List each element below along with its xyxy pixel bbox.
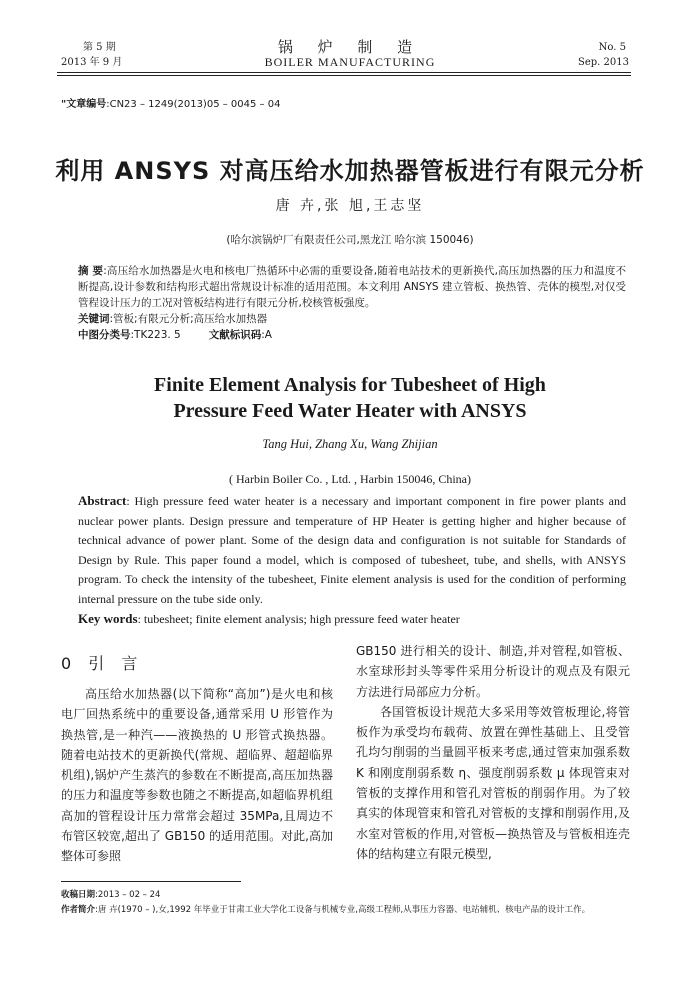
keywords-cn-label: 关键词 xyxy=(78,313,110,325)
paragraph: GB150 进行相关的设计、制造,并对管程,如管板、水室球形封头等零件采用分析设计的观点及有限元方法进行局部应力分析。 xyxy=(356,644,630,699)
header-journal-en: BOILER MANUFACTURING xyxy=(264,55,436,69)
header-rule xyxy=(57,72,631,73)
abstract-en xyxy=(78,491,626,630)
header-date: 2013 年 9 月 xyxy=(61,57,123,68)
header-issue-en: No. 5 xyxy=(598,42,626,53)
section-heading: 0 引 言 xyxy=(61,654,144,673)
clc-label: 中图分类号 xyxy=(78,329,131,341)
paragraph: 高压给水加热器(以下简称“高加”)是火电和核电厂回热系统中的重要设备,通常采用 U 形管作为换热管,是一种汽——液换热的 U 形管式换热器。随着电站技术的更新换代(常规、超临界、超超临界机组),锅炉产生蒸汽的参数在不断提高,高压加热器的压力和温度等参数也随之不断提高,如超临界机组高加的管程设计压力常常会超过 35MPa,且周边不布管区较宽,超出了 GB150 的适用范围。对此,高加整体可参照 xyxy=(61,687,333,864)
doc-code: :A xyxy=(261,329,272,341)
article-number-label: 文章编号 xyxy=(66,99,107,110)
keywords-cn: :管板;有限元分析;高压给水加热器 xyxy=(109,313,268,325)
author-bio-label: 作者简介 xyxy=(61,905,96,915)
title-en: Finite Element Analysis for Tubesheet of High Pressure Feed Water Heater with ANSYS xyxy=(154,374,546,422)
clc-number: :TK223. 5 xyxy=(130,329,181,341)
abstract-cn xyxy=(78,263,626,343)
received-date: :2013 – 02 – 24 xyxy=(95,890,161,900)
footnote xyxy=(61,888,631,918)
header-rule-thin xyxy=(57,75,631,76)
title-cn: 利用 ANSYS 对高压给水加热器管板进行有限元分析 xyxy=(55,157,645,185)
keywords-en-label: Key words xyxy=(78,611,138,626)
affiliation-cn: (哈尔滨锅炉厂有限责任公司,黑龙江 哈尔滨 150046) xyxy=(226,234,474,246)
abstract-cn-label: 摘 要 xyxy=(78,265,104,277)
paragraph: 各国管板设计规范大多采用等效管板理论,将管板作为承受均布载荷、放置在弹性基础上、且受管孔均匀削弱的当量圆平板来考虑,通过管束加强系数 K 和刚度削弱系数 η、强度削弱系数 μ 体现管束对管板的支撑作用和管孔对管板的削弱作用。为了较真实的体现管束和管孔对管板的支撑和削弱作用,及水室对管板的作用,对管板—换热管及与管板相连壳体的结构建立有限元模型, xyxy=(356,704,630,861)
abstract-cn-text: :高压给水加热器是火电和核电厂热循环中必需的重要设备,随着电站技术的更新换代,高压加热器的压力和温度不断提高,设计参数和结构形式超出常规设计标准的适用范围。本文利用 ANSYS 建立管板、换热管、壳体的模型,对仅受管程设计压力的工况对管板结构进行有限元分析,校核管板强度。 xyxy=(78,265,627,309)
authors-cn: 唐 卉,张 旭,王志坚 xyxy=(275,198,425,214)
author-bio: :唐 卉(1970 – ),女,1992 年毕业于甘肃工业大学化工设备与机械专业,高级工程师,从事压力容器、电站辅机、核电产品的设计工作。 xyxy=(95,905,591,915)
header-date-en: Sep. 2013 xyxy=(578,57,629,68)
received-label: 收稿日期 xyxy=(61,890,96,900)
authors-en: Tang Hui, Zhang Xu, Wang Zhijian xyxy=(262,437,438,451)
doc-code-label: 文献标识码 xyxy=(208,329,262,341)
footnote-rule xyxy=(61,881,241,882)
keywords-en: : tubesheet; finite element analysis; high pressure feed water heater xyxy=(137,612,460,626)
affiliation-en: ( Harbin Boiler Co. , Ltd. , Harbin 150046, China) xyxy=(229,472,471,486)
header-issue: 第 5 期 xyxy=(83,42,116,53)
header-journal-cn: 锅 炉 制 造 xyxy=(277,38,423,56)
abstract-en-text: : High pressure feed water heater is a necessary and important component in fire power plants and nuclear power plants. Design pressure and temperature of HP Heater is getting higher and higher because of technical advance of power plant. Some of the design data and configuration is not suitable for Standards of Design by Rule. This paper found a model, which is composed of tubesheet, tube, and shells, with ANSYS program. To check the intensity of the tubesheet, Finite element analysis is used for the condition of performing internal pressure on the tube side only. xyxy=(78,494,626,606)
body-column-right xyxy=(356,641,630,864)
article-number: "文章编号:CN23 – 1249(2013)05 – 0045 – 04 xyxy=(61,99,281,110)
body-column-left xyxy=(61,684,333,867)
abstract-en-label: Abstract xyxy=(78,493,127,508)
